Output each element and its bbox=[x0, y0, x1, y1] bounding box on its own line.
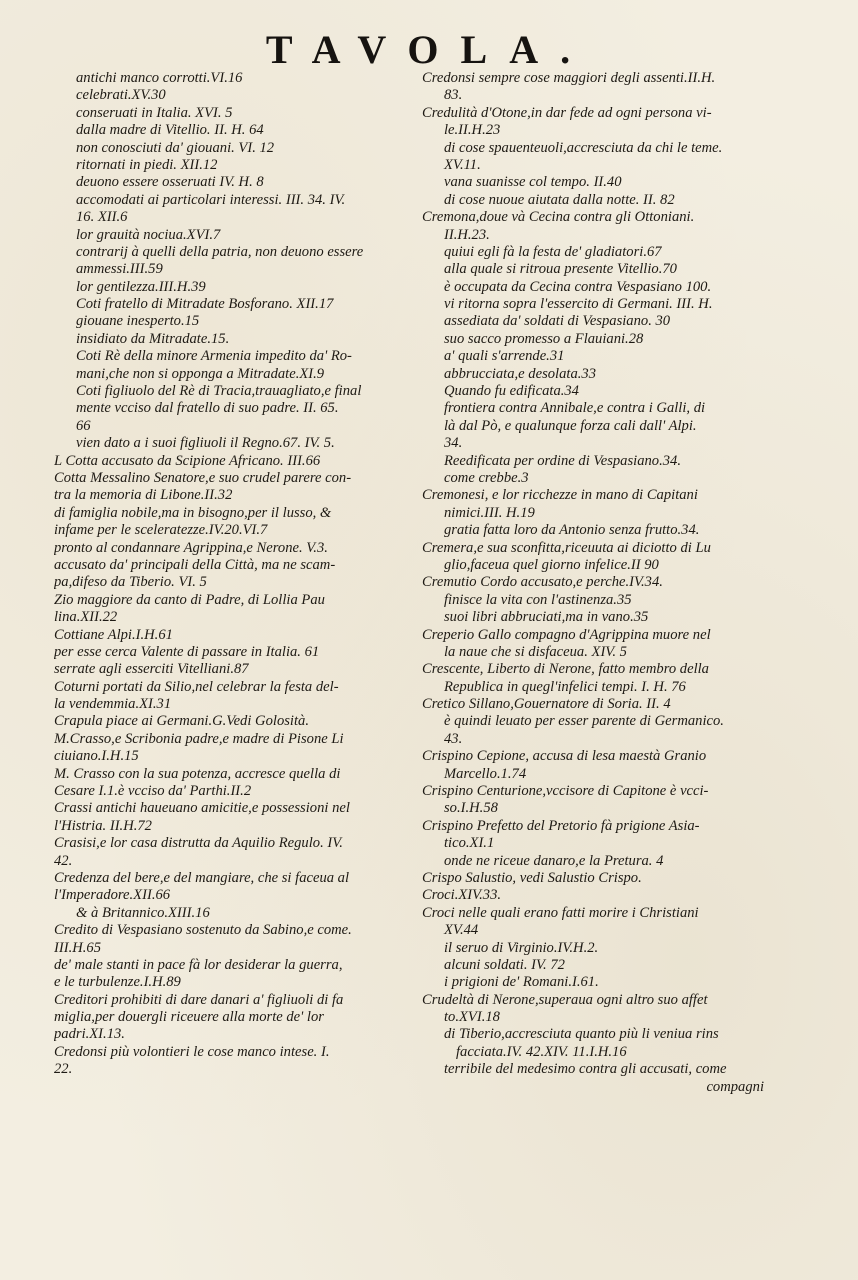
index-entry-line: ritornati in piedi. XII.12 bbox=[76, 156, 218, 173]
index-entry-line: là dal Pò, e qualunque forza cali dall' Alpi. bbox=[444, 417, 697, 434]
index-entry-line: accomodati ai particolari interessi. III. 34. IV. bbox=[76, 191, 346, 208]
index-entry-line: di cose nuoue aiutata dalla notte. II. 82 bbox=[444, 191, 675, 208]
index-entry-line: frontiera contra Annibale,e contra i Galli, di bbox=[444, 400, 706, 417]
index-entry-line: contrarij à quelli della patria, non deuono essere bbox=[76, 243, 364, 260]
index-entry-line: & à Britannico.XIII.16 bbox=[76, 904, 210, 921]
index-entry-line: pronto al condannare Agrippina,e Nerone. V.3. bbox=[54, 539, 328, 556]
index-entry-line: accusato da' principali della Città, ma ne scam- bbox=[54, 556, 336, 573]
index-entry-line: M. Crasso con la sua potenza, accresce quella di bbox=[54, 765, 341, 782]
index-entry-line: Cottiane Alpi.I.H.61 bbox=[54, 626, 173, 643]
index-entry-line: Republica in quegl'infelici tempi. I. H. 76 bbox=[444, 678, 686, 695]
index-entry-line: il seruo di Virginio.IV.H.2. bbox=[444, 939, 599, 956]
index-entry-line: e le turbulenze.I.H.89 bbox=[54, 974, 181, 991]
index-entry-line: non conosciuti da' giouani. VI. 12 bbox=[76, 139, 275, 156]
index-entry-line: so.I.H.58 bbox=[444, 800, 498, 817]
index-entry-line: L Cotta accusato da Scipione Africano. III.66 bbox=[54, 452, 321, 469]
index-entry-line: deuono essere osseruati IV. H. 8 bbox=[76, 174, 264, 191]
index-entry-line: suo sacco promesso a Flauiani.28 bbox=[444, 330, 644, 347]
index-entry-line: Crapula piace ai Germani.G.Vedi Golosità. bbox=[54, 713, 309, 730]
index-entry-line: padri.XI.13. bbox=[54, 1026, 125, 1043]
index-entry-line: serrate agli esserciti Vitelliani.87 bbox=[54, 661, 249, 678]
index-entry-line: di famiglia nobile,ma in bisogno,per il lusso, & bbox=[54, 504, 332, 521]
index-entry-line: Credenza del bere,e del mangiare, che si faceua al bbox=[54, 869, 350, 886]
index-entry-line: Coturni portati da Silio,nel celebrar la festa del- bbox=[54, 678, 339, 695]
index-entry-line: Croci nelle quali erano fatti morire i Christiani bbox=[422, 904, 699, 921]
index-entry-line: Cesare I.1.è vcciso da' Parthi.II.2 bbox=[54, 783, 252, 800]
index-entry-line: nimici.III. H.19 bbox=[444, 504, 535, 521]
index-entry-line: l'Histria. II.H.72 bbox=[54, 817, 152, 834]
index-entry-line: onde ne riceue danaro,e la Pretura. 4 bbox=[444, 852, 664, 869]
index-entry-line: infame per le sceleratezze.IV.20.VI.7 bbox=[54, 522, 268, 539]
index-entry-line: Crispino Cepione, accusa di lesa maestà Granio bbox=[422, 748, 707, 765]
index-entry-line: Reedificata per ordine di Vespasiano.34. bbox=[444, 452, 681, 469]
index-entry-line: Crescente, Liberto di Nerone, fatto membro della bbox=[422, 661, 709, 678]
index-entry-line: di cose spauenteuoli,accresciuta da chi le teme. bbox=[444, 139, 723, 156]
index-entry-line: Crasisi,e lor casa distrutta da Aquilio Regulo. IV. bbox=[54, 835, 343, 852]
index-entry-line: Credonsi più volontieri le cose manco intese. I. bbox=[54, 1043, 330, 1060]
index-entry-line: Credulità d'Otone,in dar fede ad ogni persona vi- bbox=[422, 104, 712, 121]
index-entry-line: XV.44 bbox=[444, 922, 479, 939]
index-entry-line: abbrucciata,e desolata.33 bbox=[444, 365, 596, 382]
index-entry-line: 83. bbox=[444, 87, 463, 104]
index-entry-line: Zio maggiore da canto di Padre, di Lollia Pau bbox=[54, 591, 325, 608]
index-entry-line: quiui egli fà la festa de' gladiatori.67 bbox=[444, 243, 662, 260]
index-entry-line: M.Crasso,e Scribonia padre,e madre di Pisone Li bbox=[54, 730, 344, 747]
index-entry-line: Cremera,e sua sconfitta,riceuuta ai diciotto di Lu bbox=[422, 539, 711, 556]
index-entry-line: assediata da' soldati di Vespasiano. 30 bbox=[444, 313, 671, 330]
index-entry-line: to.XVI.18 bbox=[444, 1009, 500, 1026]
index-entry-line: Coti fratello di Mitradate Bosforano. XII.17 bbox=[76, 296, 334, 313]
index-entry-line: come crebbe.3 bbox=[444, 469, 529, 486]
index-entry-line: dalla madre di Vitellio. II. H. 64 bbox=[76, 122, 264, 139]
index-entry-line: di Tiberio,accresciuta quanto più li veniua rins bbox=[444, 1026, 719, 1043]
index-entry-line: conseruati in Italia. XVI. 5 bbox=[76, 104, 233, 121]
index-entry-line: Creditori prohibiti di dare danari a' figliuoli di fa bbox=[54, 991, 344, 1008]
index-entry-line: ammessi.III.59 bbox=[76, 261, 163, 278]
index-entry-line: l'Imperadore.XII.66 bbox=[54, 887, 171, 904]
page-title: TAVOLA. bbox=[265, 27, 593, 72]
index-entry-line: mente vcciso dal fratello di suo padre. II. 65. bbox=[76, 400, 339, 417]
index-entry-line: glio,faceua quel giorno infelice.II 90 bbox=[444, 556, 659, 573]
index-entry-line: Creperio Gallo compagno d'Agrippina muore nel bbox=[422, 626, 711, 643]
index-entry-line: è quindi leuato per esser parente di Germanico. bbox=[444, 713, 724, 730]
index-entry-line: insidiato da Mitradate.15. bbox=[76, 330, 230, 347]
index-entry-line: tico.XI.1 bbox=[444, 835, 495, 852]
index-entry-line: Crispino Centurione,vccisore di Capitone è vcci- bbox=[422, 783, 709, 800]
index-entry-line: vien dato a i suoi figliuoli il Regno.67. IV. 5. bbox=[76, 435, 335, 452]
index-entry-line: lor grauità nociua.XVI.7 bbox=[76, 226, 221, 243]
index-entry-line: facciata.IV. 42.XIV. 11.I.H.16 bbox=[456, 1043, 627, 1060]
index-entry-line: i prigioni de' Romani.I.61. bbox=[444, 974, 599, 991]
index-entry-line: 16. XII.6 bbox=[76, 209, 128, 226]
index-entry-line: le.II.H.23 bbox=[444, 122, 501, 139]
index-entry-line: 66 bbox=[76, 417, 91, 434]
index-entry-line: Cremona,doue và Cecina contra gli Ottoniani. bbox=[422, 209, 695, 226]
index-entry-line: Coti figliuolo del Rè di Tracia,trauagliato,e final bbox=[76, 383, 362, 400]
index-entry-line: celebrati.XV.30 bbox=[76, 87, 166, 104]
index-entry-line: Croci.XIV.33. bbox=[422, 887, 502, 904]
index-entry-line: Cremonesi, e lor ricchezze in mano di Capitani bbox=[422, 487, 698, 504]
index-entry-line: III.H.65 bbox=[54, 939, 102, 956]
index-entry-line: è occupata da Cecina contra Vespasiano 100. bbox=[444, 278, 712, 295]
index-entry-line: antichi manco corrotti.VI.16 bbox=[76, 70, 243, 86]
index-entry-line: alla quale si ritroua presente Vitellio.70 bbox=[444, 261, 677, 278]
index-entry-line: Credito di Vespasiano sostenuto da Sabino,e come. bbox=[54, 922, 352, 939]
index-entry-line: Cotta Messalino Senatore,e suo crudel parere con- bbox=[54, 469, 352, 486]
index-entry-line: 43. bbox=[444, 730, 463, 747]
index-entry-line: terribile del medesimo contra gli accusati, come bbox=[444, 1061, 727, 1078]
index-entry-line: alcuni soldati. IV. 72 bbox=[444, 956, 565, 973]
index-entry-line: II.H.23. bbox=[444, 226, 490, 243]
index-entry-line: Quando fu edificata.34 bbox=[444, 383, 579, 400]
index-entry-line: vi ritorna sopra l'essercito di Germani. III. H. bbox=[444, 296, 713, 313]
index-entry-line: Marcello.1.74 bbox=[444, 765, 527, 782]
index-entry-line: pa,difeso da Tiberio. VI. 5 bbox=[54, 574, 207, 591]
index-entry-line: miglia,per douergli riceuere alla morte de' lor bbox=[54, 1009, 324, 1026]
index-entry-line: la vendemmia.XI.31 bbox=[54, 696, 172, 713]
index-entry-line: vana suanisse col tempo. II.40 bbox=[444, 174, 622, 191]
index-entry-line: gratia fatta loro da Antonio senza frutto.34. bbox=[444, 522, 700, 539]
index-entry-line: lina.XII.22 bbox=[54, 609, 118, 626]
index-entry-line: Coti Rè della minore Armenia impedito da' Ro- bbox=[76, 348, 352, 365]
index-entry-line: Crispo Salustio, vedi Salustio Crispo. bbox=[422, 869, 642, 886]
index-entry-line: 42. bbox=[54, 852, 73, 869]
index-entry-line: compagni bbox=[706, 1078, 764, 1095]
index-entry-line: Credonsi sempre cose maggiori degli assenti.II.H. bbox=[422, 70, 716, 86]
index-entry-line: suoi libri abbruciati,ma in vano.35 bbox=[444, 609, 649, 626]
index-entry-line: giouane inesperto.15 bbox=[76, 313, 200, 330]
index-entry-line: Crudeltà di Nerone,superaua ogni altro suo affet bbox=[422, 991, 708, 1008]
index-entry-line: 34. bbox=[444, 435, 463, 452]
index-entry-line: lor gentilezza.III.H.39 bbox=[76, 278, 206, 295]
index-entry-line: Cretico Sillano,Gouernatore di Soria. II. 4 bbox=[422, 696, 671, 713]
index-entry-line: Cremutio Cordo accusato,e perche.IV.34. bbox=[422, 574, 663, 591]
index-entry-line: mani,che non si opponga a Mitradate.XI.9 bbox=[76, 365, 325, 382]
left-column bbox=[54, 70, 412, 1079]
index-entry-line: a' quali s'arrende.31 bbox=[444, 348, 565, 365]
index-entry-line: 22. bbox=[54, 1061, 73, 1078]
index-entry-line: ciuiano.I.H.15 bbox=[54, 748, 139, 765]
index-entry-line: de' male stanti in pace fà lor desiderar la guerra, bbox=[54, 956, 343, 973]
index-entry-line: XV.11. bbox=[444, 156, 481, 173]
right-column bbox=[422, 70, 764, 1096]
index-entry-line: tra la memoria di Libone.II.32 bbox=[54, 487, 233, 504]
index-entry-line: finisce la vita con l'astinenza.35 bbox=[444, 591, 632, 608]
index-entry-line: Crassi antichi haueuano amicitie,e possessioni nel bbox=[54, 800, 350, 817]
index-entry-line: per esse cerca Valente di passare in Italia. 61 bbox=[54, 643, 320, 660]
index-entry-line: Crispino Prefetto del Pretorio fà prigione Asia- bbox=[422, 817, 700, 834]
index-entry-line: la naue che si disfaceua. XIV. 5 bbox=[444, 643, 627, 660]
